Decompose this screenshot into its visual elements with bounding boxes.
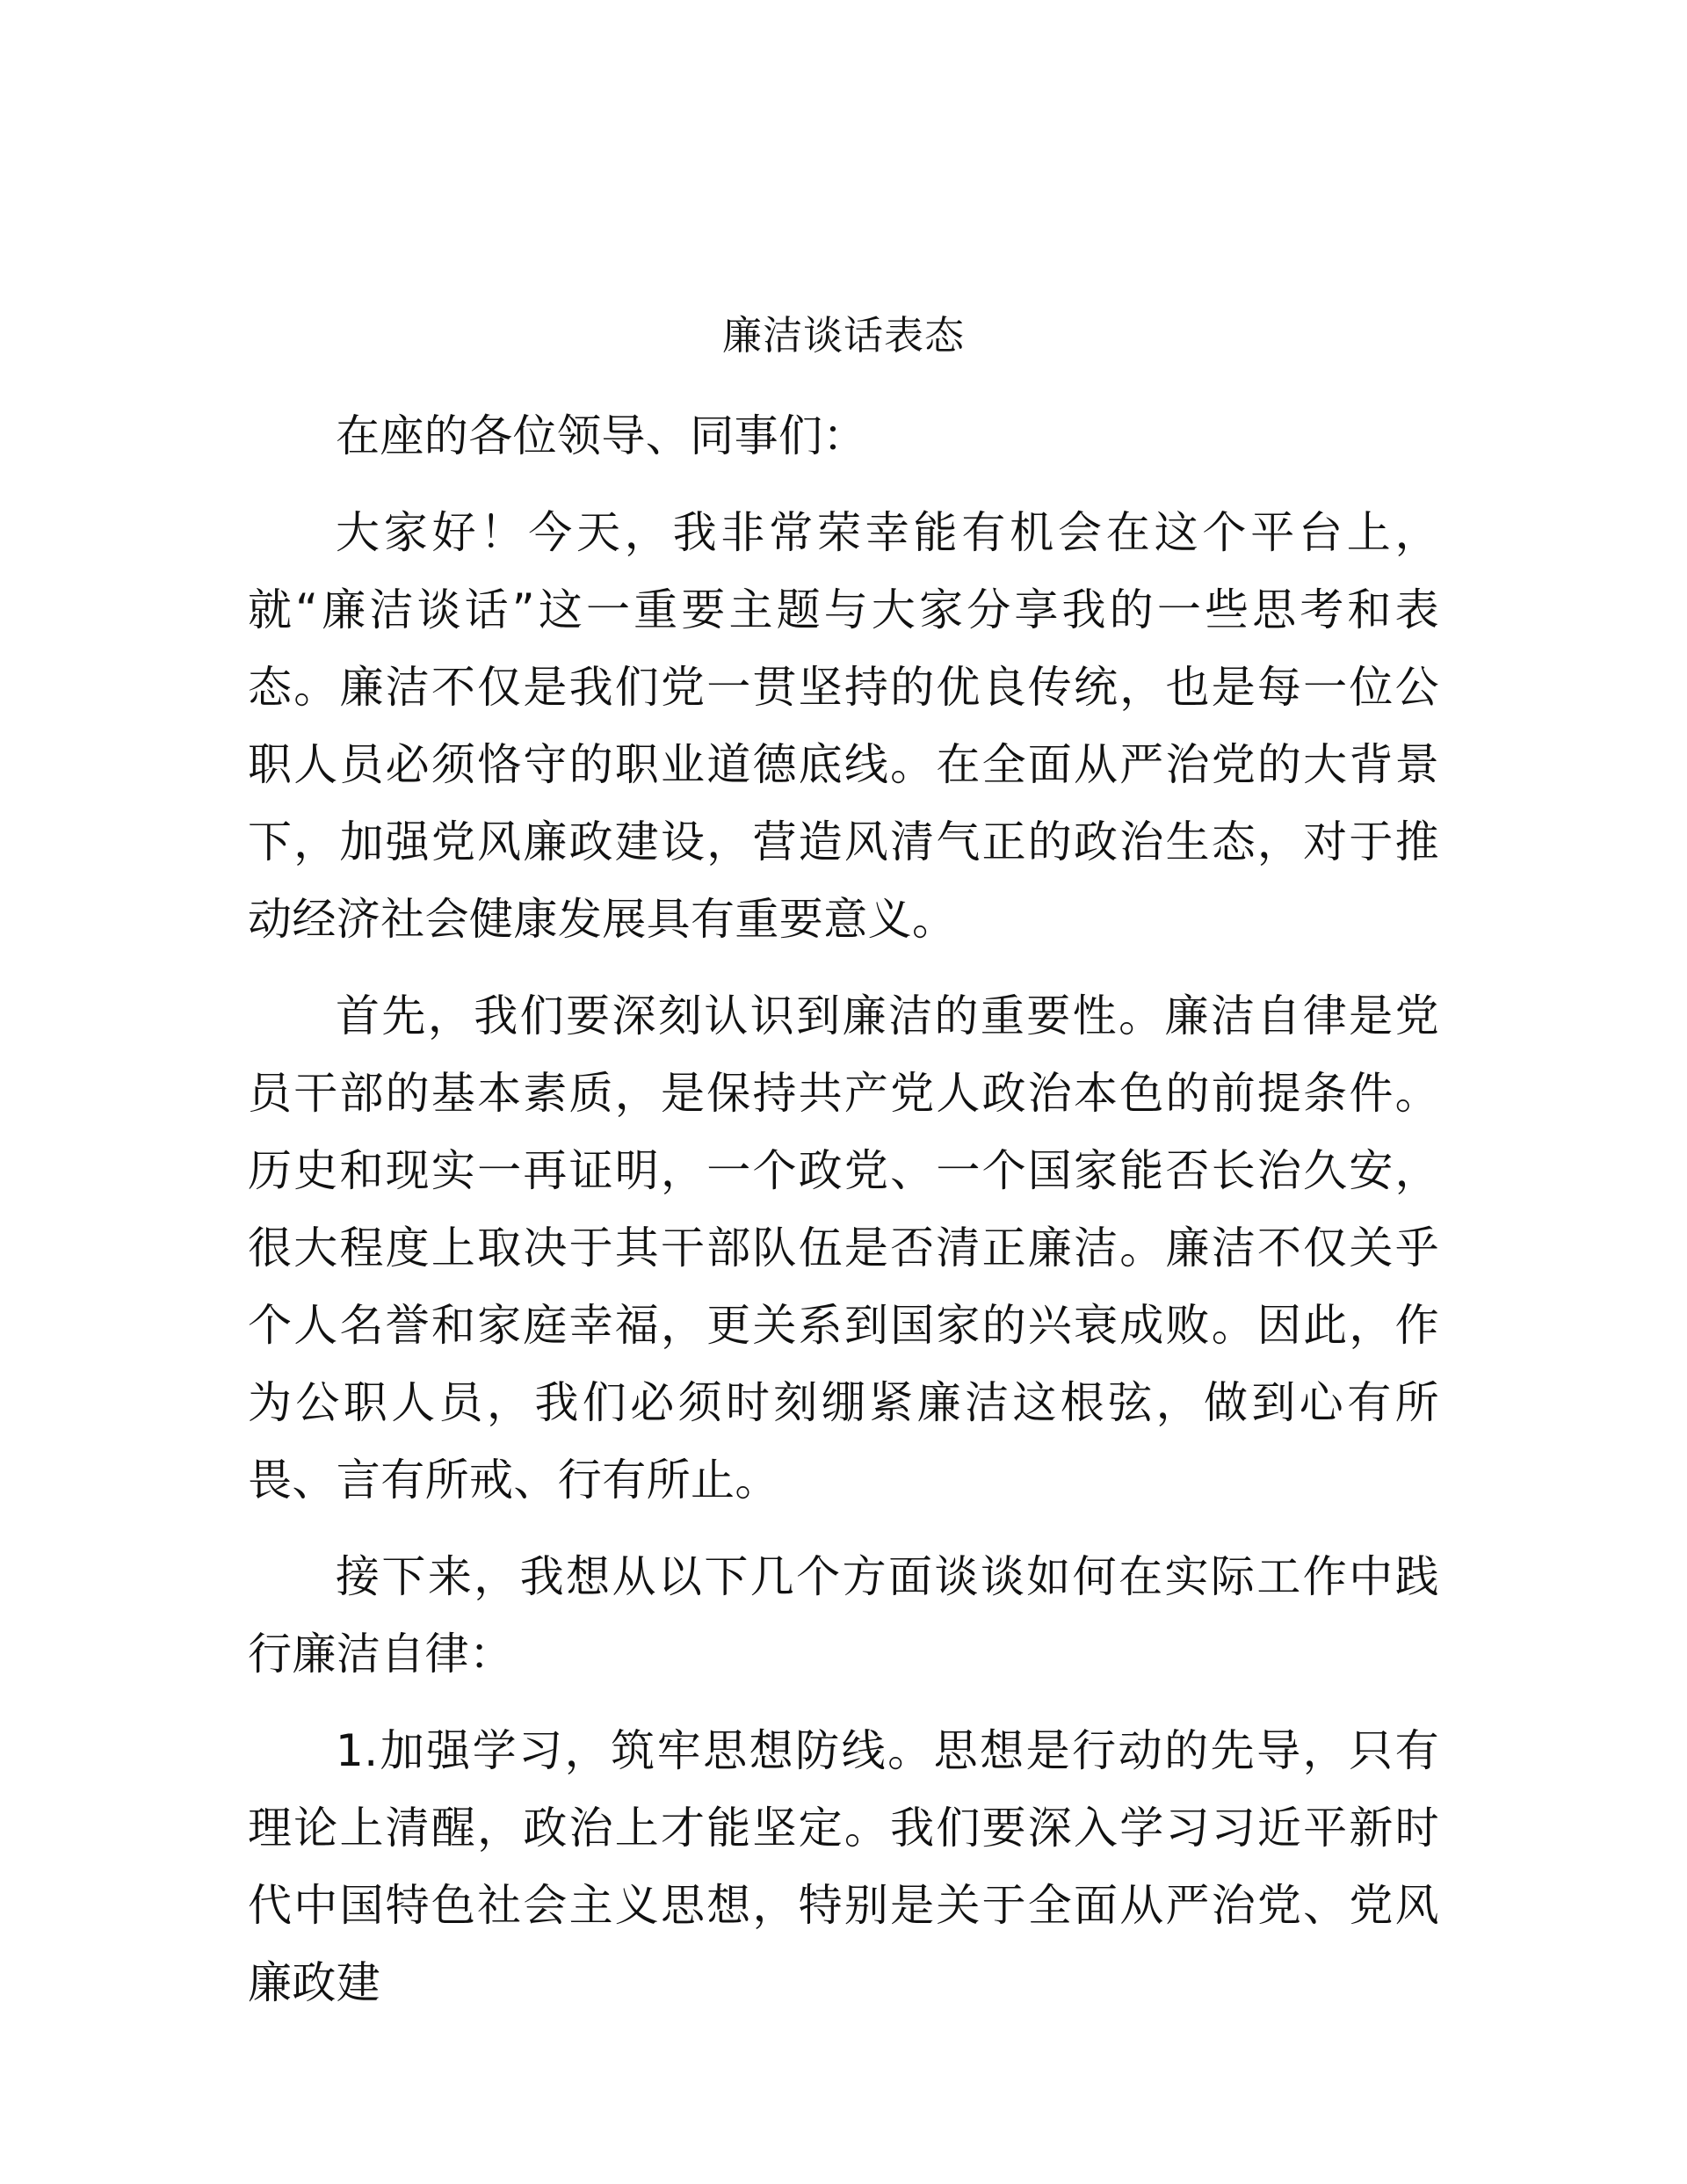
paragraph-point-1: 1.加强学习，筑牢思想防线。思想是行动的先导，只有理论上清醒，政治上才能坚定。我们要深入学习习近平新时代中国特色社会主义思想，特别是关于全面从严治党、党风廉政建 <box>248 1725 1439 2008</box>
paragraph-greeting: 大家好！今天，我非常荣幸能有机会在这个平台上，就“廉洁谈话”这一重要主题与大家分享我的一些思考和表态。廉洁不仅是我们党一贯坚持的优良传统，也是每一位公职人员必须恪守的职业道德底线。在全面从严治党的大背景下，加强党风廉政建设，营造风清气正的政治生态，对于推动经济社会健康发展具有重要意义。 <box>248 507 1439 945</box>
document-body <box>248 397 1439 2041</box>
document-title: 廉洁谈话表态 <box>721 312 965 359</box>
paragraph-intro-points: 接下来，我想从以下几个方面谈谈如何在实际工作中践行廉洁自律： <box>248 1551 1439 1680</box>
paragraph-salutation: 在座的各位领导、同事们： <box>336 410 867 461</box>
paragraph-importance: 首先，我们要深刻认识到廉洁的重要性。廉洁自律是党员干部的基本素质，是保持共产党人政治本色的前提条件。历史和现实一再证明，一个政党、一个国家能否长治久安，很大程度上取决于其干部队伍是否清正廉洁。廉洁不仅关乎个人名誉和家庭幸福，更关系到国家的兴衰成败。因此，作为公职人员，我们必须时刻绷紧廉洁这根弦，做到心有所畏、言有所戒、行有所止。 <box>248 990 1439 1506</box>
